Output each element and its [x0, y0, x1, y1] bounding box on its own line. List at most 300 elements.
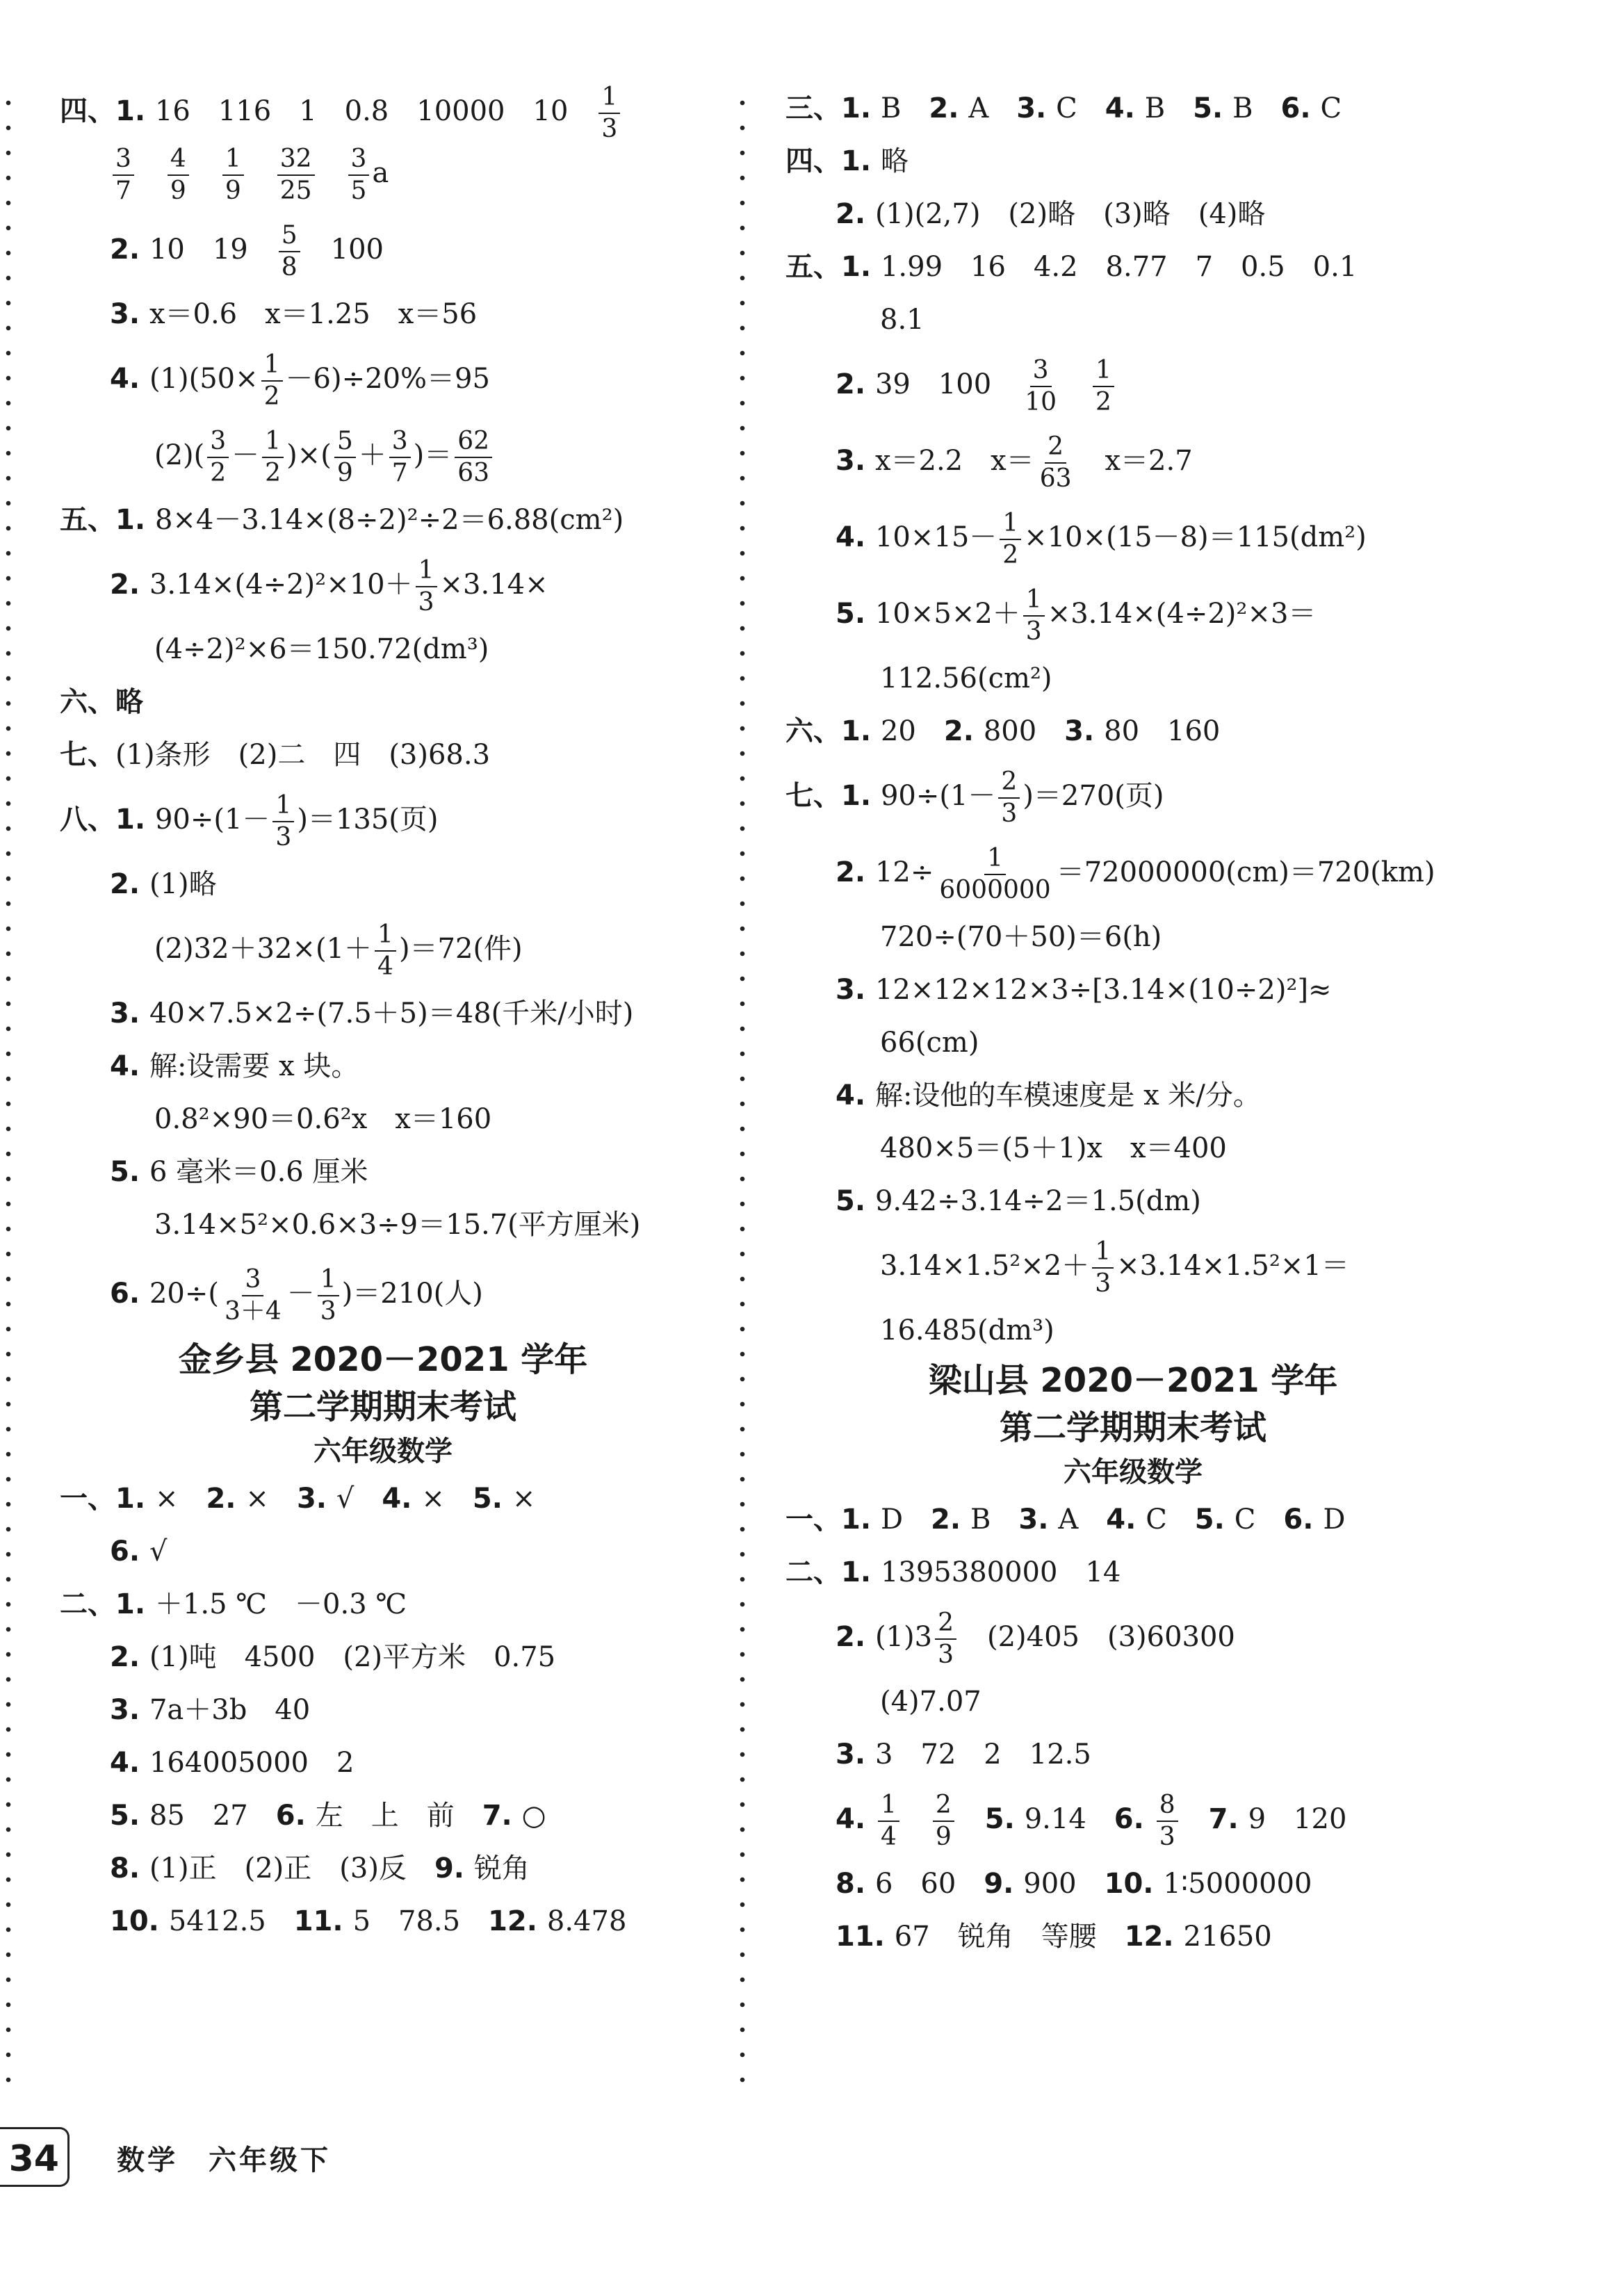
- answer-text: )＝270(页): [1023, 780, 1164, 812]
- answer-text: 解:设他的车模速度是 x 米/分。: [874, 1080, 1261, 1112]
- fraction: [261, 350, 283, 412]
- page-footer: [0, 2120, 417, 2197]
- answer-line: [60, 676, 706, 728]
- question-number: 五、1.: [60, 504, 155, 536]
- question-number: 5.: [836, 1185, 875, 1217]
- answer-text: x＝2.2 x＝: [874, 445, 1034, 477]
- answer-text: 100: [302, 234, 384, 266]
- answer-text: 8×4－3.14×(8÷2)²÷2＝6.88(cm²): [154, 504, 624, 536]
- fraction-denominator: 3: [320, 1297, 336, 1326]
- answer-line: [785, 499, 1481, 576]
- answer-text: (1)略: [149, 868, 217, 900]
- answer-text: ×: [512, 1483, 536, 1515]
- question-number: 3.: [836, 445, 875, 477]
- answer-text: [1062, 368, 1090, 400]
- answer-text: ×: [154, 1483, 206, 1515]
- fraction: [334, 426, 356, 489]
- answer-line: [60, 1789, 706, 1842]
- fraction-numerator: 1: [318, 1264, 339, 1296]
- question-number: 2.: [110, 569, 149, 601]
- answer-text: 5412.5: [168, 1905, 294, 1937]
- question-number: 5.: [110, 1800, 149, 1832]
- question-number: 5.: [836, 598, 875, 630]
- question-number: 八、1.: [60, 804, 155, 836]
- answer-text: 9.42÷3.14÷2＝1.5(dm): [874, 1185, 1201, 1217]
- answer-line: [785, 1228, 1481, 1304]
- answer-text: 1.99 16 4.2 8.77 7 0.5 0.1: [880, 251, 1358, 283]
- question-number: 七、1.: [785, 780, 881, 812]
- question-number: 三、1.: [785, 92, 881, 124]
- fraction: [222, 144, 244, 206]
- fraction-numerator: 2: [1045, 432, 1066, 464]
- answer-text: (2)405 (3)60300: [959, 1621, 1235, 1653]
- fraction: [1037, 432, 1075, 494]
- fraction-numerator: 3: [348, 144, 370, 176]
- fraction-numerator: 1: [262, 426, 284, 458]
- fraction-numerator: 1: [375, 920, 396, 952]
- answer-line: [60, 1251, 706, 1336]
- answer-text: 0.8²×90＝0.6²x x＝160: [154, 1103, 492, 1135]
- answer-text: C: [1320, 92, 1342, 124]
- answer-text: C: [1056, 92, 1105, 124]
- fraction-numerator: 3: [1030, 355, 1052, 387]
- answer-text: ○: [521, 1800, 546, 1832]
- section-heading: 第二学期期末考试: [249, 1387, 516, 1426]
- question-number: 7.: [1208, 1803, 1248, 1835]
- section-heading: 梁山县 2020－2021 学年: [928, 1361, 1338, 1400]
- answer-text: (1)吨 4500 (2)平方米 0.75: [149, 1641, 556, 1673]
- answer-line: [60, 135, 706, 211]
- fraction-denominator: 3＋4: [224, 1297, 282, 1326]
- answer-text: (2)32＋32×(1＋: [154, 933, 373, 965]
- question-number: 4.: [110, 1050, 149, 1082]
- question-number: 8.: [110, 1853, 149, 1884]
- section-heading: 金乡县 2020－2021 学年: [178, 1340, 588, 1379]
- fraction-denominator: 3: [938, 1640, 954, 1669]
- question-number: 9.: [984, 1868, 1024, 1900]
- question-number: 2.: [836, 1621, 875, 1653]
- answer-text: 16.485(dm³): [880, 1314, 1054, 1346]
- fraction-denominator: 10: [1025, 388, 1057, 416]
- answer-line: [60, 1198, 706, 1251]
- question-number: 2.: [929, 92, 969, 124]
- footer-subject: 数学 六年级下: [117, 2144, 331, 2176]
- answer-line: [60, 911, 706, 987]
- question-number: 7.: [482, 1800, 522, 1832]
- fraction-numerator: 8: [1157, 1790, 1178, 1822]
- answer-text: a: [372, 157, 389, 189]
- question-number: 3.: [836, 974, 875, 1006]
- answer-text: x＝0.6 x＝1.25 x＝56: [149, 298, 478, 330]
- answer-line: [60, 288, 706, 341]
- answer-text: 8.1: [880, 304, 924, 336]
- answer-line: [60, 1684, 706, 1736]
- fraction-numerator: 1: [1023, 585, 1045, 617]
- question-number: 2.: [110, 1641, 149, 1673]
- question-number: 4.: [382, 1483, 422, 1515]
- answer-text: C: [1234, 1504, 1284, 1536]
- fraction-denominator: 3: [1095, 1269, 1111, 1298]
- fraction: [277, 144, 315, 206]
- question-number: 4.: [836, 1080, 875, 1112]
- answer-text: 解:设需要 x 块。: [149, 1050, 359, 1082]
- answer-text: ×10×(15－8)＝115(dm²): [1024, 521, 1367, 553]
- answer-text: 10×5×2＋: [874, 598, 1020, 630]
- answer-text: C: [1146, 1504, 1195, 1536]
- answer-line: [60, 858, 706, 911]
- answer-text: 9 120: [1248, 1803, 1347, 1835]
- fraction: [262, 426, 284, 489]
- answer-text: －6)÷20%＝95: [285, 363, 490, 395]
- answer-text: B: [880, 92, 929, 124]
- question-number: 5.: [110, 1156, 149, 1188]
- fraction-denominator: 6000000: [939, 876, 1051, 904]
- answer-text: [318, 157, 345, 189]
- answer-text: [957, 1803, 985, 1835]
- answer-text: 3.14×1.5²×2＋: [880, 1250, 1090, 1282]
- answer-line: [60, 1472, 706, 1525]
- answer-text: 8.478: [546, 1905, 627, 1937]
- fraction-numerator: 1: [261, 350, 283, 382]
- answer-line: [785, 346, 1481, 423]
- fraction-numerator: 1: [878, 1790, 899, 1822]
- answer-line: [785, 705, 1481, 758]
- answer-text: 5 78.5: [352, 1905, 489, 1937]
- answer-text: [247, 157, 275, 189]
- answer-text: (1)(50×: [149, 363, 259, 395]
- fraction: [936, 843, 1053, 906]
- question-number: 6.: [1280, 92, 1321, 124]
- answer-text: 85 27: [149, 1800, 276, 1832]
- answer-line: [785, 1546, 1481, 1599]
- question-number: 2.: [931, 1504, 970, 1536]
- section-heading: 六年级数学: [313, 1435, 453, 1467]
- fraction-denominator: 2: [1095, 388, 1111, 416]
- question-number: 10.: [1104, 1868, 1164, 1900]
- fraction-denominator: 2: [1002, 541, 1019, 569]
- answer-text: )＝135(页): [297, 804, 439, 836]
- answer-text: 3.14×5²×0.6×3÷9＝15.7(平方厘米): [154, 1209, 641, 1241]
- answer-text: 6 60: [874, 1868, 984, 1900]
- fraction-numerator: 5: [334, 426, 356, 458]
- fraction-numerator: 5: [279, 220, 300, 252]
- answer-text: 20÷(: [149, 1278, 219, 1310]
- answer-text: ×: [421, 1483, 473, 1515]
- answer-line: [60, 1093, 706, 1146]
- answer-text: 66(cm): [880, 1027, 979, 1059]
- question-number: 5.: [1194, 1504, 1235, 1536]
- answer-line: [60, 82, 706, 143]
- answer-text: 10 19: [149, 234, 276, 266]
- fraction: [318, 1264, 339, 1327]
- answer-line: [60, 781, 706, 858]
- answer-text: ×3.14×1.5²×1＝: [1116, 1250, 1349, 1282]
- answer-text: (1)3: [874, 1621, 933, 1653]
- answer-line: [60, 1631, 706, 1684]
- answer-text: 21650: [1183, 1921, 1272, 1953]
- answer-text: 80 160: [1104, 715, 1221, 747]
- section-heading: 六年级数学: [1064, 1456, 1203, 1488]
- fraction-denominator: 63: [457, 459, 490, 487]
- answer-text: 67 锐角 等腰: [894, 1921, 1125, 1953]
- answer-line: [60, 417, 706, 494]
- question-number: 4.: [836, 521, 875, 553]
- answer-text: (2)(: [154, 439, 205, 471]
- fraction: [1022, 355, 1059, 418]
- answer-column-right: [785, 82, 1481, 1963]
- fraction-numerator: 1: [272, 790, 294, 822]
- fraction-denominator: 63: [1039, 464, 1072, 493]
- question-number: 3.: [1064, 715, 1105, 747]
- answer-line: [60, 1736, 706, 1789]
- fraction-numerator: 3: [113, 144, 134, 176]
- answer-text: ＝72000000(cm)＝720(km): [1056, 856, 1435, 888]
- answer-text: 6 毫米＝0.6 厘米: [149, 1156, 368, 1188]
- question-number: 4.: [110, 1747, 149, 1779]
- fraction: [348, 144, 370, 206]
- answer-line: [785, 911, 1481, 963]
- answer-text: D: [880, 1504, 931, 1536]
- fraction-numerator: 4: [168, 144, 189, 176]
- answer-text: 10×15－: [874, 521, 997, 553]
- answer-text: A: [968, 92, 1017, 124]
- answer-line: [785, 576, 1481, 652]
- answer-text: 112.56(cm²): [880, 662, 1052, 694]
- fraction-numerator: 1: [222, 144, 244, 176]
- answer-line: [60, 1040, 706, 1093]
- question-number: 2.: [110, 868, 149, 900]
- fraction-numerator: 1: [598, 82, 620, 114]
- fraction-numerator: 2: [998, 767, 1020, 799]
- question-number: 5.: [1193, 92, 1233, 124]
- fraction-numerator: 32: [277, 144, 315, 176]
- question-number: 二、1.: [785, 1556, 881, 1588]
- fraction: [933, 1790, 954, 1853]
- fraction-denominator: 5: [350, 177, 367, 205]
- question-number: 2.: [110, 234, 149, 266]
- answer-text: ＋: [358, 439, 386, 471]
- answer-text: －: [286, 1278, 315, 1310]
- answer-line: [785, 1016, 1481, 1069]
- fraction-denominator: 4: [880, 1823, 897, 1851]
- fraction-numerator: 1: [984, 843, 1006, 875]
- answer-text: [137, 157, 165, 189]
- answer-line: [785, 241, 1481, 293]
- answer-text: (1)条形 (2)二 四 (3)68.3: [115, 739, 491, 771]
- answer-text: 12÷: [874, 856, 934, 888]
- answer-text: [192, 157, 220, 189]
- answer-text: B: [1232, 92, 1281, 124]
- question-number: 五、1.: [785, 251, 881, 283]
- answer-line: [785, 963, 1481, 1016]
- question-number: 七、: [60, 739, 115, 771]
- fraction-numerator: 2: [933, 1790, 954, 1822]
- fraction: [416, 555, 437, 618]
- answer-text: [1181, 1803, 1209, 1835]
- answer-line: [60, 1525, 706, 1578]
- answer-line: [60, 623, 706, 676]
- page-number: 34: [0, 2127, 70, 2187]
- question-number: 2.: [206, 1483, 246, 1515]
- answer-text: ×3.14×(4÷2)²×3＝: [1047, 598, 1317, 630]
- question-number: 2.: [836, 368, 875, 400]
- answer-text: 164005000 2: [149, 1747, 355, 1779]
- fraction: [375, 920, 396, 982]
- answer-text: 锐角: [473, 1853, 530, 1884]
- answer-text: 40×7.5×2÷(7.5＋5)＝48(千米/小时): [149, 998, 634, 1029]
- answer-line: [60, 1842, 706, 1895]
- fraction: [222, 1264, 284, 1327]
- answer-text: 7a＋3b 40: [149, 1694, 311, 1726]
- answer-line: [785, 293, 1481, 346]
- question-number: 4.: [1105, 92, 1145, 124]
- answer-text: 90÷(1－: [880, 780, 996, 812]
- answer-text: 1395380000 14: [880, 1556, 1121, 1588]
- fraction-numerator: 2: [935, 1608, 956, 1640]
- question-number: 11.: [836, 1921, 895, 1953]
- answer-text: √: [336, 1483, 382, 1515]
- fraction: [1000, 508, 1021, 571]
- fraction-numerator: 1: [1093, 355, 1114, 387]
- answer-line: [785, 1599, 1481, 1675]
- answer-text: 16 116 1 0.8 10000 10: [154, 95, 596, 127]
- answer-line: [60, 1146, 706, 1198]
- question-number: 3.: [1016, 92, 1057, 124]
- question-number: 6.: [110, 1278, 149, 1310]
- fraction: [1157, 1790, 1178, 1853]
- question-number: 4.: [1106, 1504, 1146, 1536]
- answer-line: [60, 728, 706, 781]
- answer-line: [785, 1175, 1481, 1228]
- question-number: 10.: [110, 1905, 169, 1937]
- fraction-numerator: 62: [455, 426, 492, 458]
- answer-text: 9.14: [1024, 1803, 1114, 1835]
- fraction-denominator: 9: [935, 1823, 952, 1851]
- answer-line: [785, 834, 1481, 911]
- fraction-numerator: 1: [1000, 508, 1021, 540]
- fraction-denominator: 9: [170, 177, 186, 205]
- answer-line: [785, 423, 1481, 499]
- fraction: [1023, 585, 1045, 647]
- answer-line: [60, 1578, 706, 1631]
- answer-line: [60, 1895, 706, 1948]
- fraction: [878, 1790, 899, 1853]
- question-number: 四、1.: [60, 95, 155, 127]
- question-number: 3.: [110, 1694, 149, 1726]
- answer-line: [60, 494, 706, 546]
- answer-text: (4÷2)²×6＝150.72(dm³): [154, 633, 489, 665]
- question-number: 3.: [110, 998, 149, 1029]
- fraction: [1092, 1237, 1114, 1299]
- fraction: [935, 1608, 956, 1670]
- answer-line: [60, 546, 706, 623]
- fraction-denominator: 3: [1025, 617, 1042, 646]
- fraction-denominator: 25: [279, 177, 312, 205]
- question-number: 5.: [984, 1803, 1025, 1835]
- fraction: [272, 790, 294, 853]
- fraction-numerator: 3: [207, 426, 229, 458]
- answer-text: －: [231, 439, 260, 471]
- question-number: 6.: [1114, 1803, 1154, 1835]
- answer-line: [785, 758, 1481, 834]
- answer-text: 480×5＝(5＋1)x x＝400: [880, 1132, 1227, 1164]
- question-number: 12.: [488, 1905, 547, 1937]
- fraction-denominator: 9: [225, 177, 241, 205]
- answer-line: [60, 211, 706, 288]
- fraction: [207, 426, 229, 489]
- answer-text: 39 100: [874, 368, 1020, 400]
- answer-text: 略: [880, 145, 909, 177]
- question-number: 四、1.: [785, 145, 881, 177]
- answer-text: 12×12×12×3÷[3.14×(10÷2)²]≈: [874, 974, 1332, 1006]
- answer-text: 20: [880, 715, 944, 747]
- answer-line: [785, 82, 1481, 135]
- question-number: 6.: [1283, 1504, 1323, 1536]
- answer-text: 90÷(1－: [154, 804, 270, 836]
- answer-line: [785, 135, 1481, 188]
- question-number: 六、略: [60, 686, 143, 718]
- question-number: 5.: [472, 1483, 512, 1515]
- question-number: 3.: [1018, 1504, 1059, 1536]
- fraction-denominator: 7: [115, 177, 131, 205]
- answer-text: 左 上 前: [315, 1800, 482, 1832]
- question-number: 3.: [296, 1483, 336, 1515]
- question-number: 4.: [110, 363, 149, 395]
- answer-line: [785, 1910, 1481, 1963]
- answer-text: x＝2.7: [1077, 445, 1193, 477]
- answer-text: ×: [245, 1483, 297, 1515]
- question-number: 4.: [836, 1803, 875, 1835]
- answer-line: [60, 341, 706, 417]
- question-number: 12.: [1124, 1921, 1184, 1953]
- answer-text: )＝210(人): [341, 1278, 483, 1310]
- answer-text: A: [1058, 1504, 1107, 1536]
- answer-text: 720÷(70＋50)＝6(h): [880, 921, 1162, 953]
- question-number: 11.: [293, 1905, 353, 1937]
- answer-line: [785, 188, 1481, 241]
- fraction-numerator: 1: [1092, 1237, 1114, 1269]
- answer-text: (4)7.07: [880, 1686, 981, 1718]
- answer-text: √: [149, 1536, 168, 1568]
- answer-text: D: [1323, 1504, 1346, 1536]
- fraction-numerator: 3: [389, 426, 411, 458]
- fraction-denominator: 7: [391, 459, 408, 487]
- dotted-binding-rail: [6, 90, 11, 2092]
- answer-line: [785, 1069, 1481, 1122]
- question-number: 3.: [836, 1739, 875, 1770]
- question-number: 9.: [434, 1853, 474, 1884]
- answer-text: 800: [983, 715, 1065, 747]
- fraction: [998, 767, 1020, 829]
- fraction-numerator: 1: [416, 555, 437, 587]
- question-number: 2.: [943, 715, 984, 747]
- fraction-denominator: 3: [275, 823, 292, 852]
- answer-text: (1)正 (2)正 (3)反: [149, 1853, 434, 1884]
- question-number: 一、1.: [785, 1504, 881, 1536]
- fraction: [113, 144, 134, 206]
- answer-line: [785, 652, 1481, 705]
- answer-text: 3 72 2 12.5: [874, 1739, 1091, 1770]
- fraction-denominator: 9: [336, 459, 353, 487]
- question-number: 6.: [275, 1800, 316, 1832]
- answer-line: [785, 1493, 1481, 1546]
- question-number: 一、1.: [60, 1483, 155, 1515]
- fraction: [389, 426, 411, 489]
- fraction: [455, 426, 492, 489]
- section-heading: 第二学期期末考试: [999, 1408, 1266, 1447]
- question-number: 3.: [110, 298, 149, 330]
- answer-line: [785, 1122, 1481, 1175]
